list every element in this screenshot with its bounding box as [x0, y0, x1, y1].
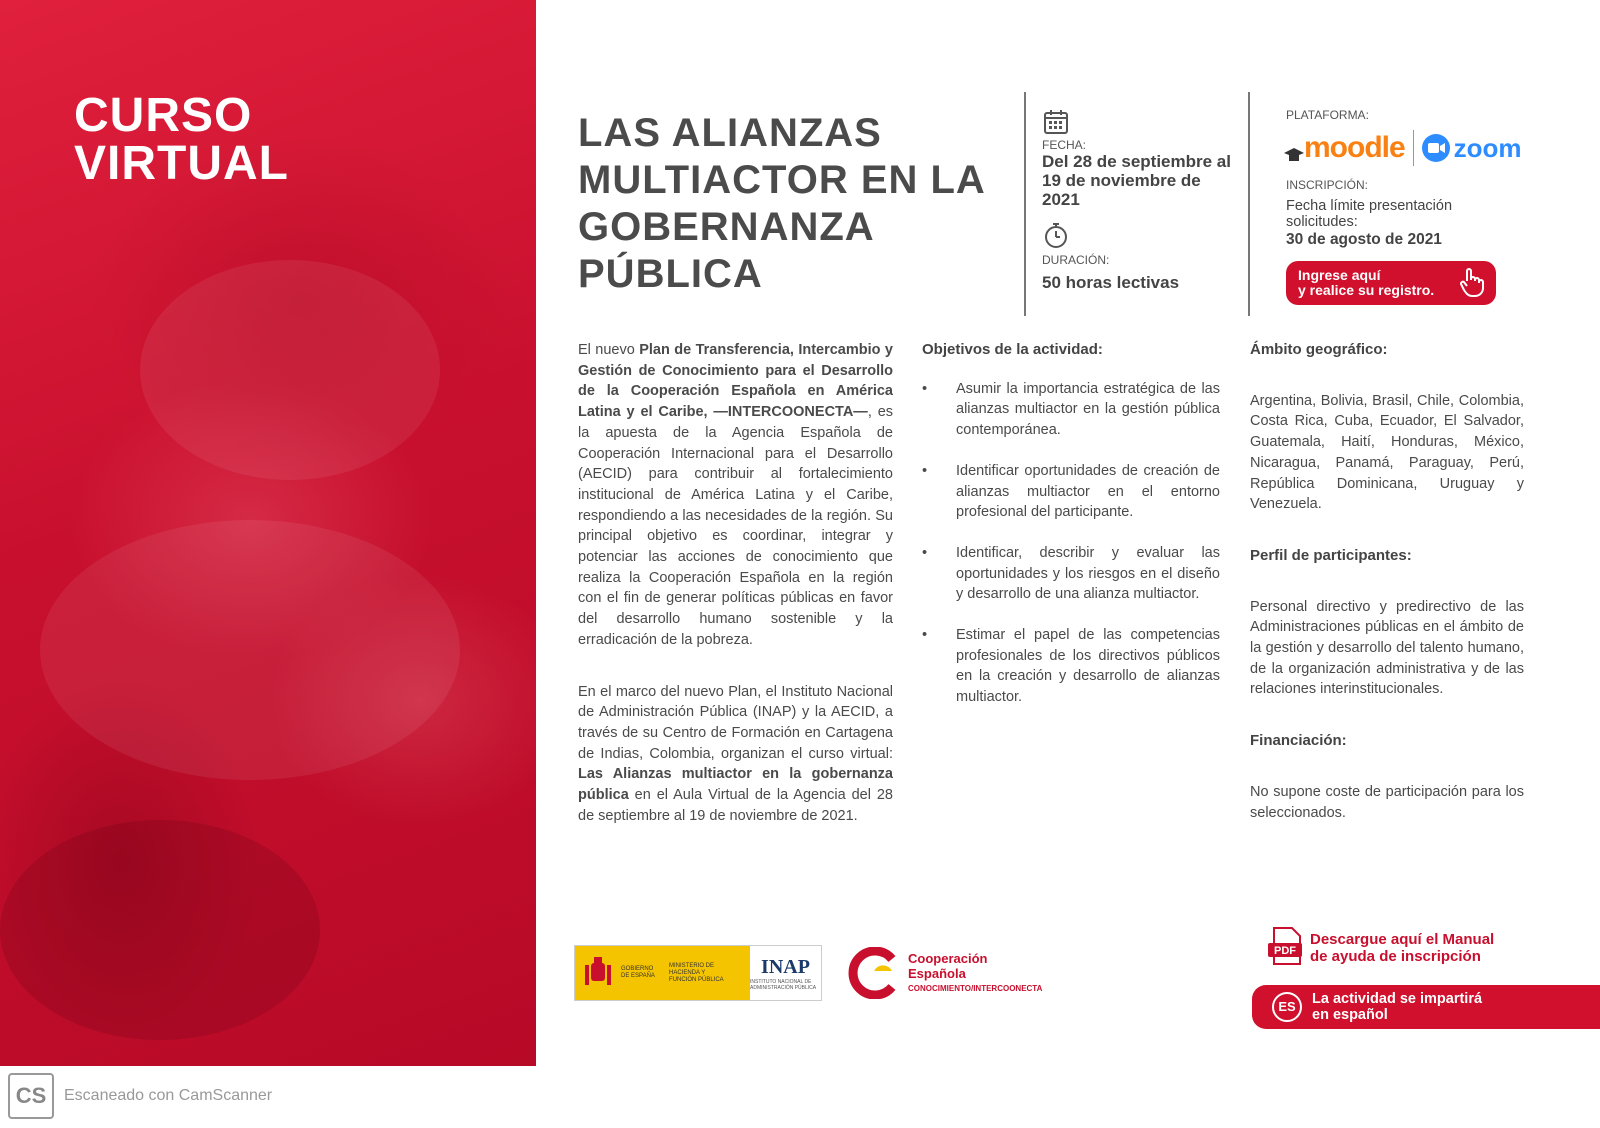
register-button-line-1: Ingrese aquí: [1298, 267, 1381, 283]
sponsor-logos: [574, 945, 1042, 1001]
perfil-text: Personal directivo y predirectivo de las Administraciones públicas en el ámbito de la gestión y desarrollo del talento humano, de la organización administrativa y de las relaciones interinstitucionales.: [1250, 598, 1524, 698]
date-info: [1042, 108, 1242, 292]
intro-column: [578, 340, 893, 826]
language-line-2: en español: [1312, 1007, 1388, 1023]
moodle-wordmark: moodle: [1304, 131, 1405, 164]
fecha-label: FECHA:: [1042, 138, 1087, 152]
inscripcion-text: Fecha límite presentación solicitudes:: [1286, 198, 1453, 230]
camscanner-text: Escaneado con CamScanner: [64, 1087, 273, 1104]
objectives-heading: Objetivos de la actividad:: [922, 341, 1103, 358]
register-button[interactable]: [1286, 261, 1496, 305]
manual-line-2: de ayuda de inscripción: [1310, 948, 1481, 965]
badge-line-2: VIRTUAL: [74, 137, 289, 190]
coop-subtitle: CONOCIMIENTO/INTERCOONECTA: [908, 983, 1043, 993]
inscripcion-deadline: 30 de agosto de 2021: [1286, 231, 1442, 248]
plataforma-label: PLATAFORMA:: [1286, 108, 1369, 122]
course-type-badge: [74, 89, 289, 190]
cooperacion-espanola-logo: [848, 947, 1042, 999]
cooperacion-c-icon: [848, 947, 900, 999]
financiacion-text: No supone coste de participación para los seleccionados.: [1250, 783, 1524, 821]
gobierno-yellow-band: [575, 946, 750, 1000]
pointer-hand-icon: [1458, 267, 1484, 300]
language-banner: [1252, 985, 1600, 1029]
list-item: • Identificar oportunidades de creación de alianzas multiactor en el entorno profesional del participante.: [922, 461, 1220, 523]
zoom-wordmark: zoom: [1453, 132, 1522, 163]
divider: [1248, 92, 1250, 316]
platform-logos: [1284, 130, 1526, 166]
cooperacion-text: [908, 951, 1042, 996]
badge-line-1: CURSO: [74, 89, 253, 142]
inap-wordmark: INAP: [761, 955, 810, 978]
ministerio-text: MINISTERIO DE HACIENDA Y FUNCIÓN PÚBLICA: [669, 962, 724, 983]
zoom-logo: [1422, 133, 1522, 164]
perfil-heading: Perfil de participantes:: [1250, 546, 1412, 564]
logo-separator: [1413, 130, 1414, 166]
intro-paragraph-1: [578, 340, 893, 651]
coop-line-1: Cooperación: [908, 950, 988, 966]
coop-line-2: Española: [908, 965, 966, 981]
list-item: • Asumir la importancia estratégica de las alianzas multiactor en la gestión pública contemporánea.: [922, 379, 1220, 441]
gobierno-text: GOBIERNO DE ESPAÑA: [621, 966, 655, 979]
pdf-icon-label: PDF: [1274, 945, 1296, 957]
platform-info: [1286, 108, 1526, 305]
inap-subtitle: INSTITUTO NACIONAL DE ADMINISTRACIÓN PÚBLICA: [750, 978, 817, 991]
camscanner-logo: CS: [8, 1073, 54, 1119]
hero-image-panel: [0, 0, 536, 1066]
intro-p2-prefix: En el marco del nuevo Plan, el Instituto Nacional de Administración Pública (INAP) y la AECID, a través de su Centro de Formación en Cartagena de Indias, Colombia, organizan el curso virtual:: [578, 683, 893, 762]
fecha-value: Del 28 de septiembre al 19 de noviembre de 2021: [1042, 152, 1231, 209]
list-item: • Estimar el papel de las competencias profesionales de los directivos públicos en la creación y desarrollo de alianzas multiactor.: [922, 625, 1220, 708]
moodle-logo: [1284, 131, 1405, 165]
intro-p2-rest: en el Aula Virtual de la Agencia del 28 de septiembre al 19 de noviembre de 2021.: [578, 787, 893, 824]
manual-line-1: Descargue aquí el Manual: [1310, 931, 1495, 948]
hands-image-shape: [140, 260, 440, 480]
calendar-icon: [1042, 108, 1242, 136]
financiacion-heading: Financiación:: [1250, 732, 1347, 750]
coat-of-arms-icon: [583, 955, 613, 991]
pdf-icon: [1268, 926, 1304, 970]
objectives-column: [922, 340, 1220, 728]
intro-p1-bold: Plan de Transferencia, Intercambio y Gestión de Conocimiento para el Desarrollo de la Cooperación Española en América Latina y el Caribe, —INTERCOONECTA—: [578, 342, 893, 421]
language-line-1: La actividad se impartirá: [1312, 991, 1483, 1007]
details-column: [1250, 340, 1524, 823]
hands-image-shape: [0, 820, 320, 1040]
inap-logo: [750, 946, 821, 1000]
course-title: LAS ALIANZAS MULTIACTOR EN LA GOBERNANZA PÚBLICA: [578, 111, 985, 296]
list-item: • Identificar, describir y evaluar las oportunidades y los riesgos en el diseño y desarrollo de una alianza multiactor.: [922, 543, 1220, 605]
download-manual-link[interactable]: [1268, 926, 1494, 970]
camscanner-watermark: [8, 1073, 272, 1119]
zoom-camera-icon: [1422, 134, 1450, 162]
duracion-value: 50 horas lectivas: [1042, 273, 1180, 292]
ambito-text: Argentina, Bolivia, Brasil, Chile, Colombia, Costa Rica, Cuba, Ecuador, El Salvador, Guatemala, Haití, Honduras, México, Nicaragua, Panamá, Paraguay, Perú, República Dominicana, Uruguay y Venezuela.: [1250, 392, 1524, 513]
register-button-line-2: y realice su registro.: [1298, 282, 1435, 298]
language-code-icon: ES: [1272, 992, 1302, 1022]
ambito-heading: Ámbito geográfico:: [1250, 341, 1388, 358]
intro-p1-rest: , es la apuesta de la Agencia Española de Cooperación Internacional para el Desarrollo (AECID) para contribuir al fortalecimiento institucional de América Latina y el Caribe, respondiendo a las necesidades de la región. Su principal objetivo es coordinar, integrar y potenciar las acciones de conocimiento que realiza la Cooperación Española en la región con el fin de generar políticas públicas en favor del desarrollo humano sostenible y la erradicación de la pobreza.: [578, 404, 894, 648]
duracion-label: DURACIÓN:: [1042, 253, 1110, 267]
intro-paragraph-2: [578, 682, 893, 827]
hands-image-shape: [40, 520, 460, 780]
stopwatch-icon: [1042, 221, 1242, 249]
intro-p1-prefix: El nuevo: [578, 342, 640, 358]
intro-p2-bold: Las Alianzas multiactor en la gobernanza pública: [578, 766, 893, 804]
mortarboard-icon: [1284, 147, 1304, 165]
objectives-list: [922, 379, 1220, 708]
inscripcion-label: INSCRIPCIÓN:: [1286, 178, 1369, 192]
divider: [1024, 92, 1026, 316]
gobierno-logo: [574, 945, 822, 1001]
